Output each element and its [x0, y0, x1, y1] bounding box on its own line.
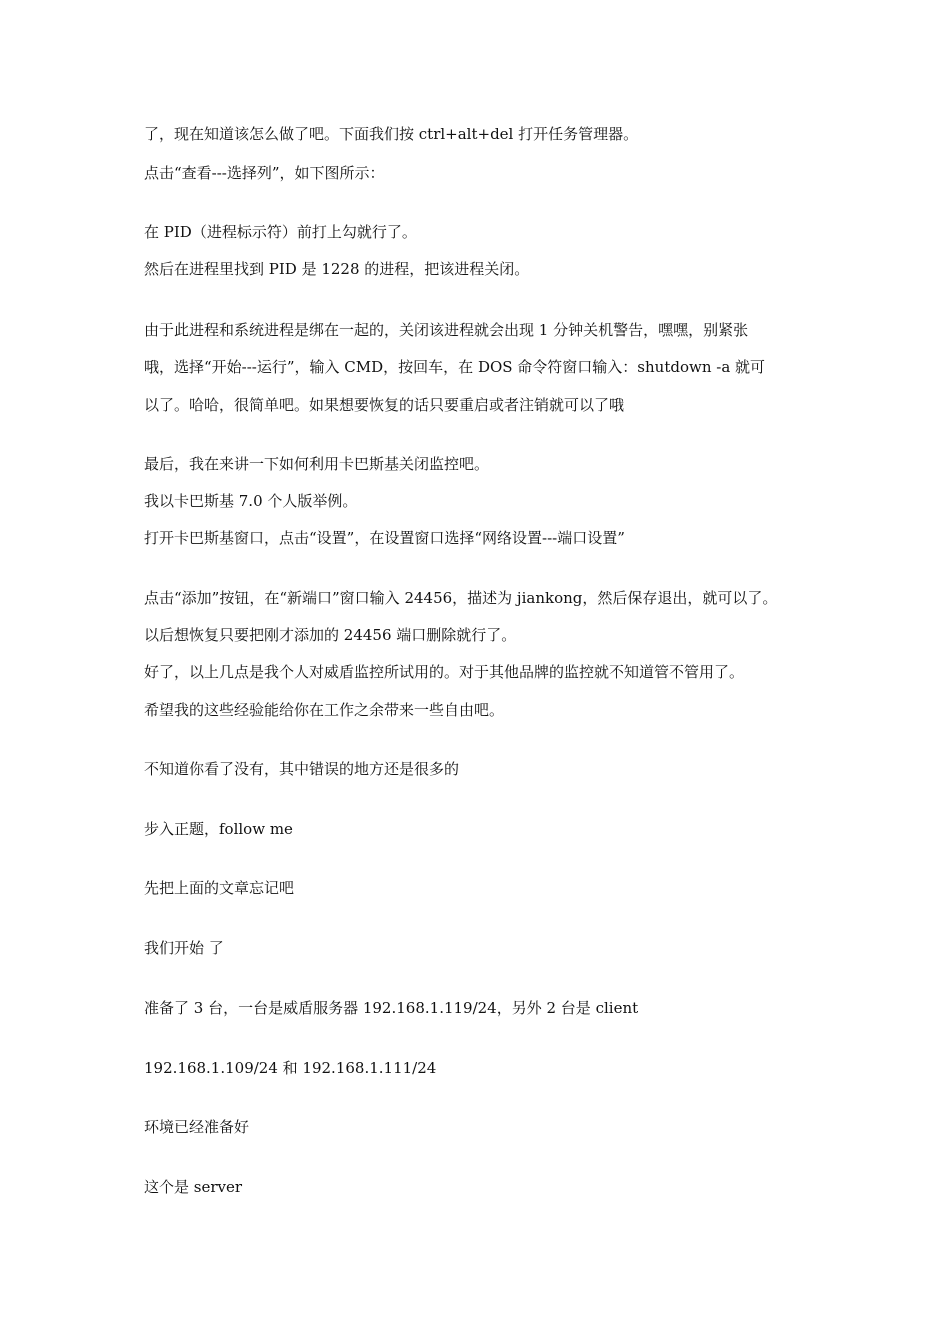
- paragraph-line: 以了。哈哈，很简单吧。如果想要恢复的话只要重启或者注销就可以了哦: [144, 396, 625, 414]
- paragraph-line: 最后，我在来讲一下如何利用卡巴斯基关闭监控吧。: [144, 455, 490, 473]
- paragraph-line: 192.168.1.109/24 和 192.168.1.111/24: [144, 1059, 437, 1077]
- paragraph-line: 点击“添加”按钮，在“新端口”窗口输入 24456，描述为 jiankong，然后保存退出，就可以了。: [144, 589, 778, 607]
- paragraph-line: 我以卡巴斯基 7.0 个人版举例。: [144, 492, 358, 510]
- paragraph-line: 这个是 server: [144, 1178, 243, 1196]
- paragraph-line: 然后在进程里找到 PID 是 1228 的进程，把该进程关闭。: [144, 260, 530, 278]
- paragraph-line: 打开卡巴斯基窗口，点击“设置”，在设置窗口选择“网络设置---端口设置”: [144, 529, 625, 547]
- paragraph-line: 希望我的这些经验能给你在工作之余带来一些自由吧。: [144, 701, 505, 719]
- paragraph-line: 由于此进程和系统进程是绑在一起的，关闭该进程就会出现 1 分钟关机警告，嘿嘿，别紧张: [144, 321, 749, 339]
- paragraph-line: 以后想恢复只要把刚才添加的 24456 端口删除就行了。: [144, 626, 517, 644]
- paragraph-line: 哦，选择“开始---运行”，输入 CMD，按回车，在 DOS 命令符窗口输入：shutdown -a 就可: [144, 358, 766, 376]
- paragraph-line: 先把上面的文章忘记吧: [144, 879, 295, 897]
- paragraph-line: 在 PID（进程标示符）前打上勾就行了。: [144, 223, 417, 241]
- paragraph-line: 环境已经准备好: [144, 1118, 250, 1136]
- paragraph-line: 准备了 3 台，一台是威盾服务器 192.168.1.119/24，另外 2 台是 client: [144, 999, 639, 1017]
- paragraph-line: 我们开始 了: [144, 939, 224, 957]
- paragraph-line: 好了，以上几点是我个人对威盾监控所试用的。对于其他品牌的监控就不知道管不管用了。: [144, 663, 745, 681]
- paragraph-line: 不知道你看了没有，其中错误的地方还是很多的: [144, 760, 460, 778]
- paragraph-line: 点击“查看---选择列”，如下图所示：: [144, 164, 385, 182]
- paragraph-line: 步入正题，follow me: [144, 820, 293, 838]
- paragraph-line: 了，现在知道该怎么做了吧。下面我们按 ctrl+alt+del 打开任务管理器。: [144, 125, 639, 143]
